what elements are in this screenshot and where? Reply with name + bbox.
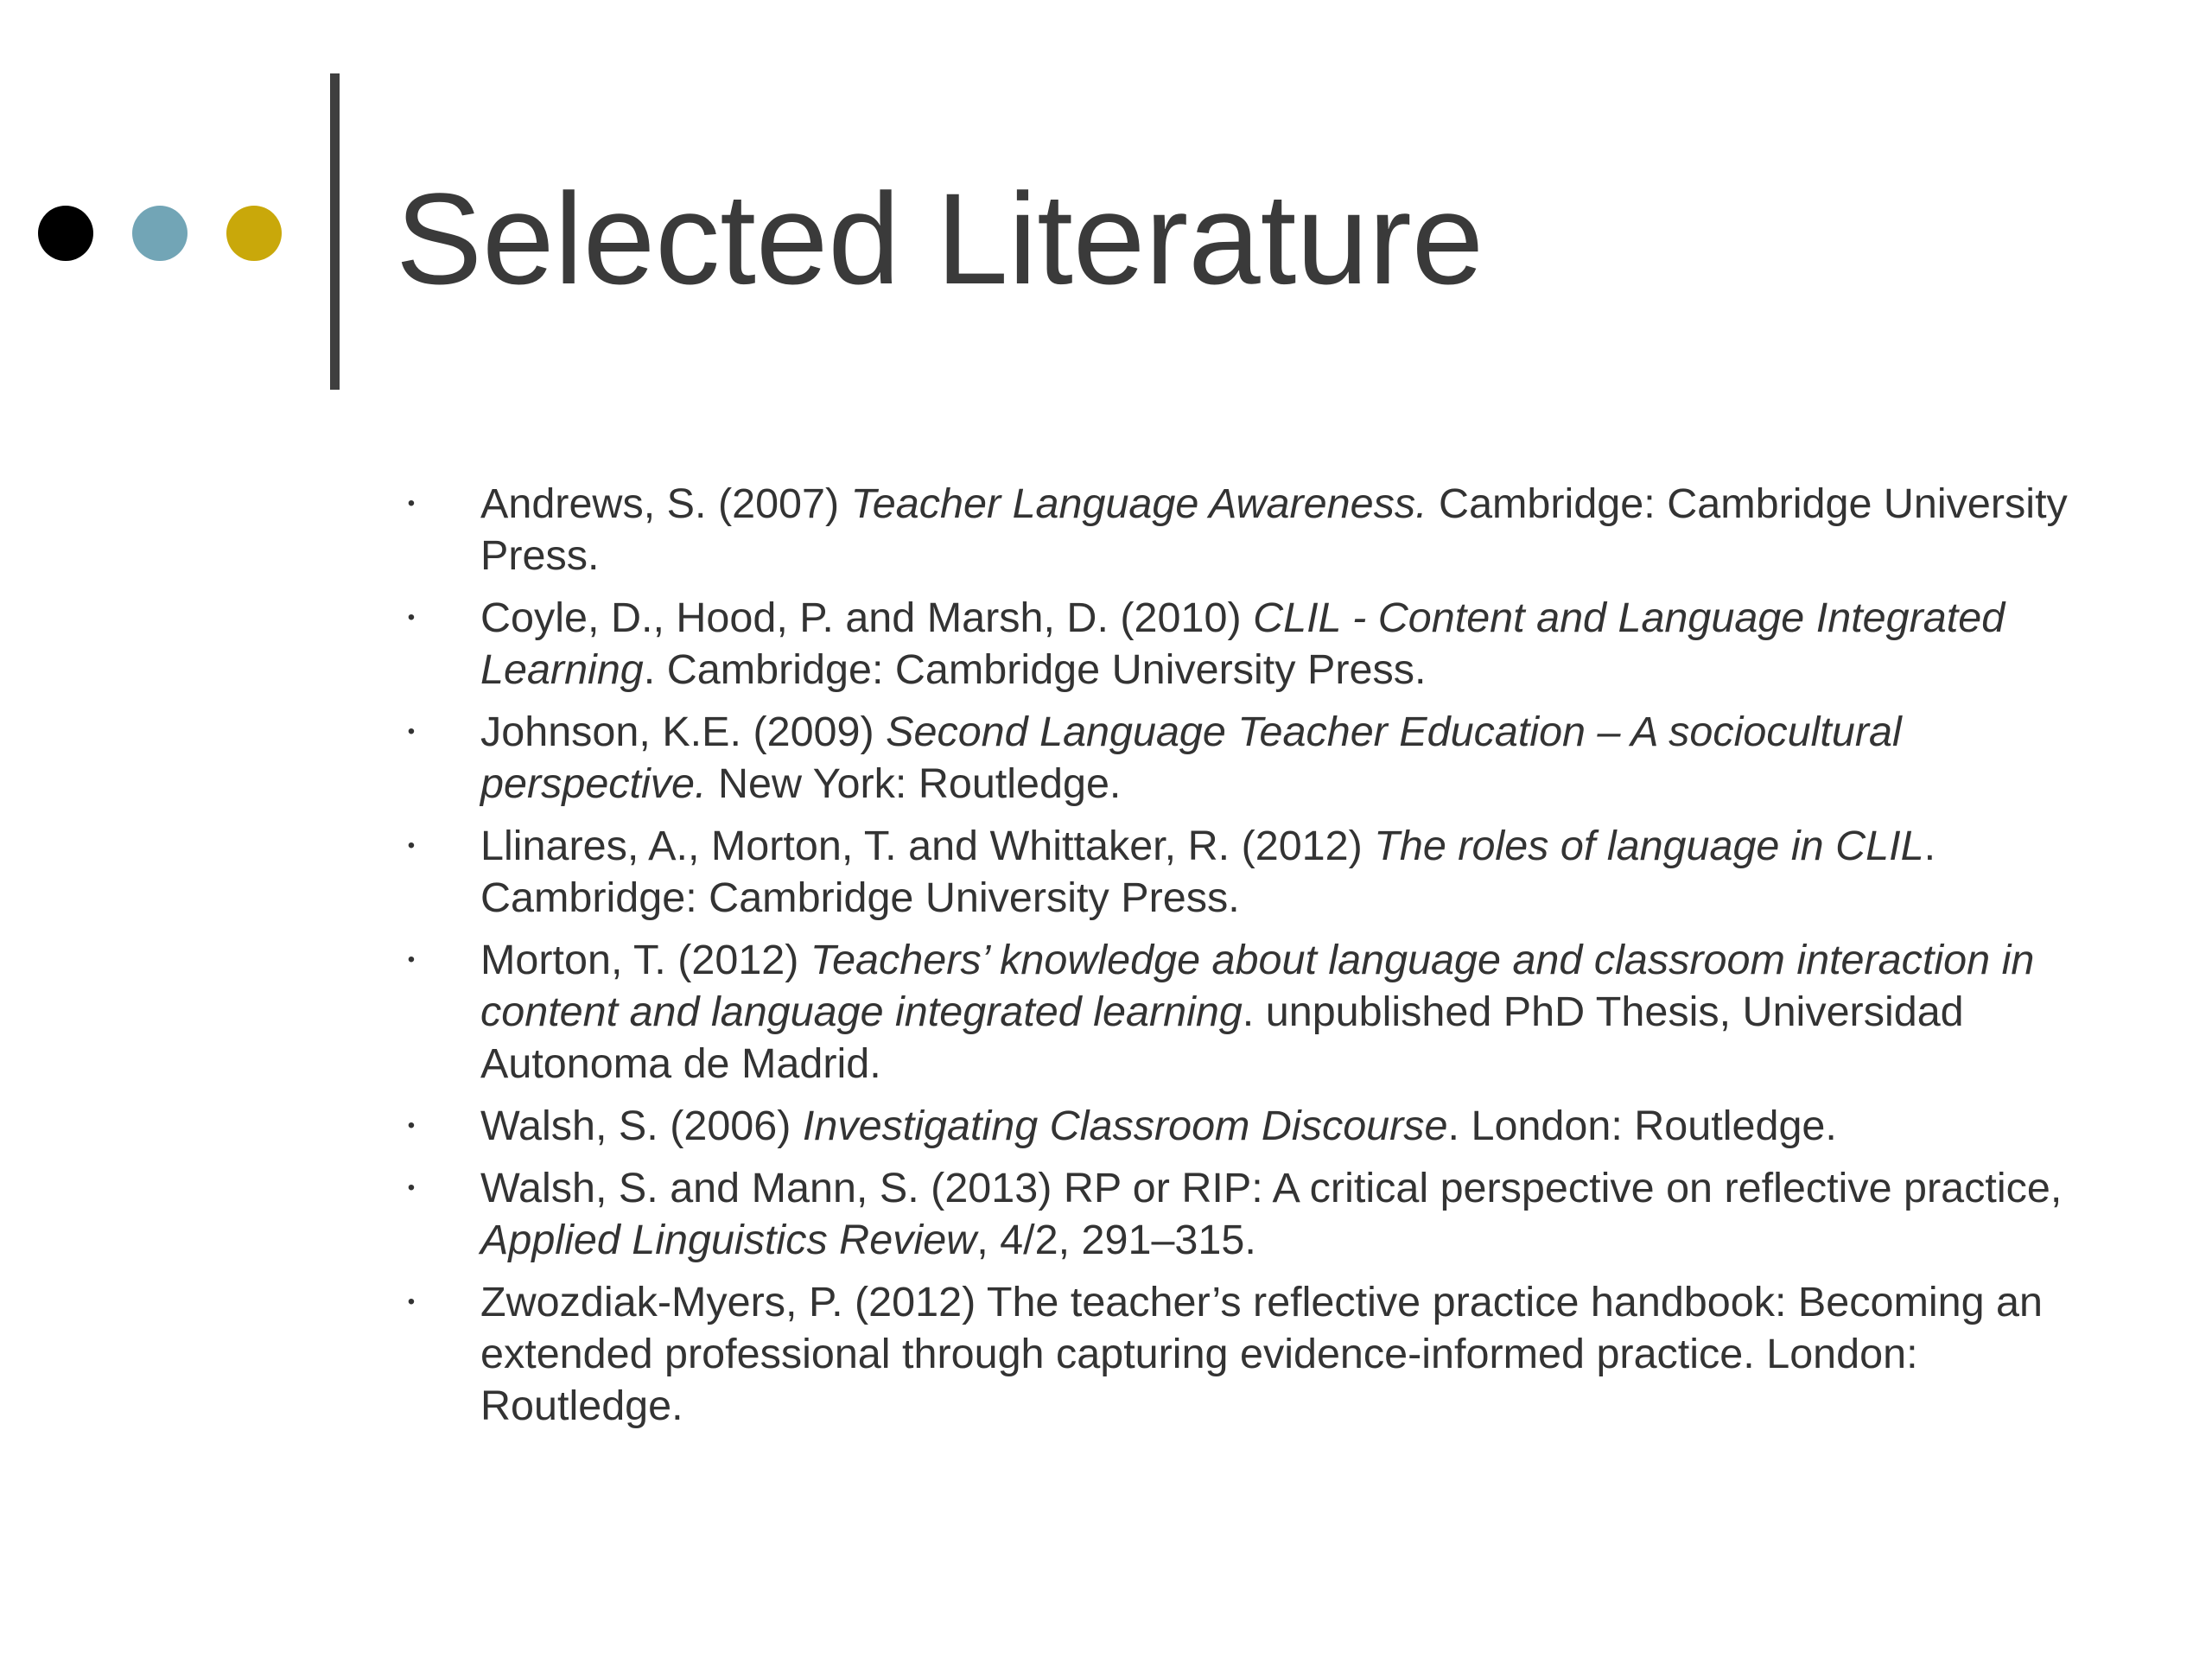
reference-text [480,937,2034,1087]
reference-item [407,478,2122,582]
reference-title-italic: Investigating Classroom Discourse [802,1103,1448,1149]
reference-text [480,1103,1837,1149]
reference-title-italic: Teachers’ knowledge about language and classroom interaction in content and language integrated learning [480,937,2035,1035]
reference-title-italic: Teacher Language Awareness. [850,480,1427,527]
bullet-marker: • [407,492,416,515]
bullet-marker: • [407,1290,416,1313]
decor-dot-black [38,206,93,261]
reference-title-italic: The roles of language in CLIL [1374,823,1924,869]
reference-item [407,1162,2122,1266]
slide-title: Selected Literature [396,166,1484,311]
bullet-marker: • [407,834,416,857]
reference-text [480,594,2005,693]
title-divider [330,73,340,390]
reference-item [407,820,2122,924]
reference-segment: . Cambridge: Cambridge University Press. [480,823,1936,921]
reference-segment: Walsh, S. and Mann, S. (2013) RP or RIP: A critical perspective on reflective practice, [480,1165,2063,1211]
reference-segment: Cambridge: Cambridge University Press. [480,480,2068,579]
reference-segment: Llinares, A., Morton, T. and Whittaker, R. (2012) [480,823,1375,869]
reference-text [480,1165,2062,1263]
reference-list [407,478,2122,1442]
reference-segment: . unpublished PhD Thesis, Universidad Autonoma de Madrid. [480,988,1964,1087]
reference-segment: . London: Routledge. [1447,1103,1837,1149]
reference-text [480,709,1902,807]
reference-segment: Zwozdiak-Myers, P. (2012) The teacher’s reflective practice handbook: Becoming an extended professional through capturing evidence-informed practice. London: Routledge. [480,1279,2043,1429]
reference-title-italic: CLIL - Content and Language Integrated Learning [480,594,2005,693]
reference-item [407,592,2122,696]
reference-segment: New York: Routledge. [706,760,1122,807]
reference-item [407,934,2122,1090]
reference-segment: Morton, T. (2012) [480,937,810,983]
reference-segment: Johnson, K.E. (2009) [480,709,887,755]
reference-title-italic: Applied Linguistics Review [480,1217,977,1263]
reference-item [407,1276,2122,1432]
bullet-marker: • [407,948,416,971]
bullet-marker: • [407,606,416,629]
bullet-marker: • [407,720,416,743]
reference-title-italic: Second Language Teacher Education – A sociocultural perspective. [480,709,1902,807]
reference-segment: . Cambridge: Cambridge University Press. [643,646,1427,693]
reference-item [407,1100,2122,1152]
reference-text [480,1279,2043,1429]
reference-segment: Walsh, S. (2006) [480,1103,803,1149]
bullet-marker: • [407,1176,416,1199]
reference-text [480,480,2068,579]
bullet-marker: • [407,1114,416,1137]
decor-dot-blue [132,206,188,261]
reference-item [407,706,2122,810]
reference-segment: , 4/2, 291–315. [976,1217,1256,1263]
reference-text [480,823,1936,921]
reference-segment: Coyle, D., Hood, P. and Marsh, D. (2010) [480,594,1254,641]
reference-segment: Andrews, S. (2007) [480,480,851,527]
decor-dot-gold [226,206,282,261]
